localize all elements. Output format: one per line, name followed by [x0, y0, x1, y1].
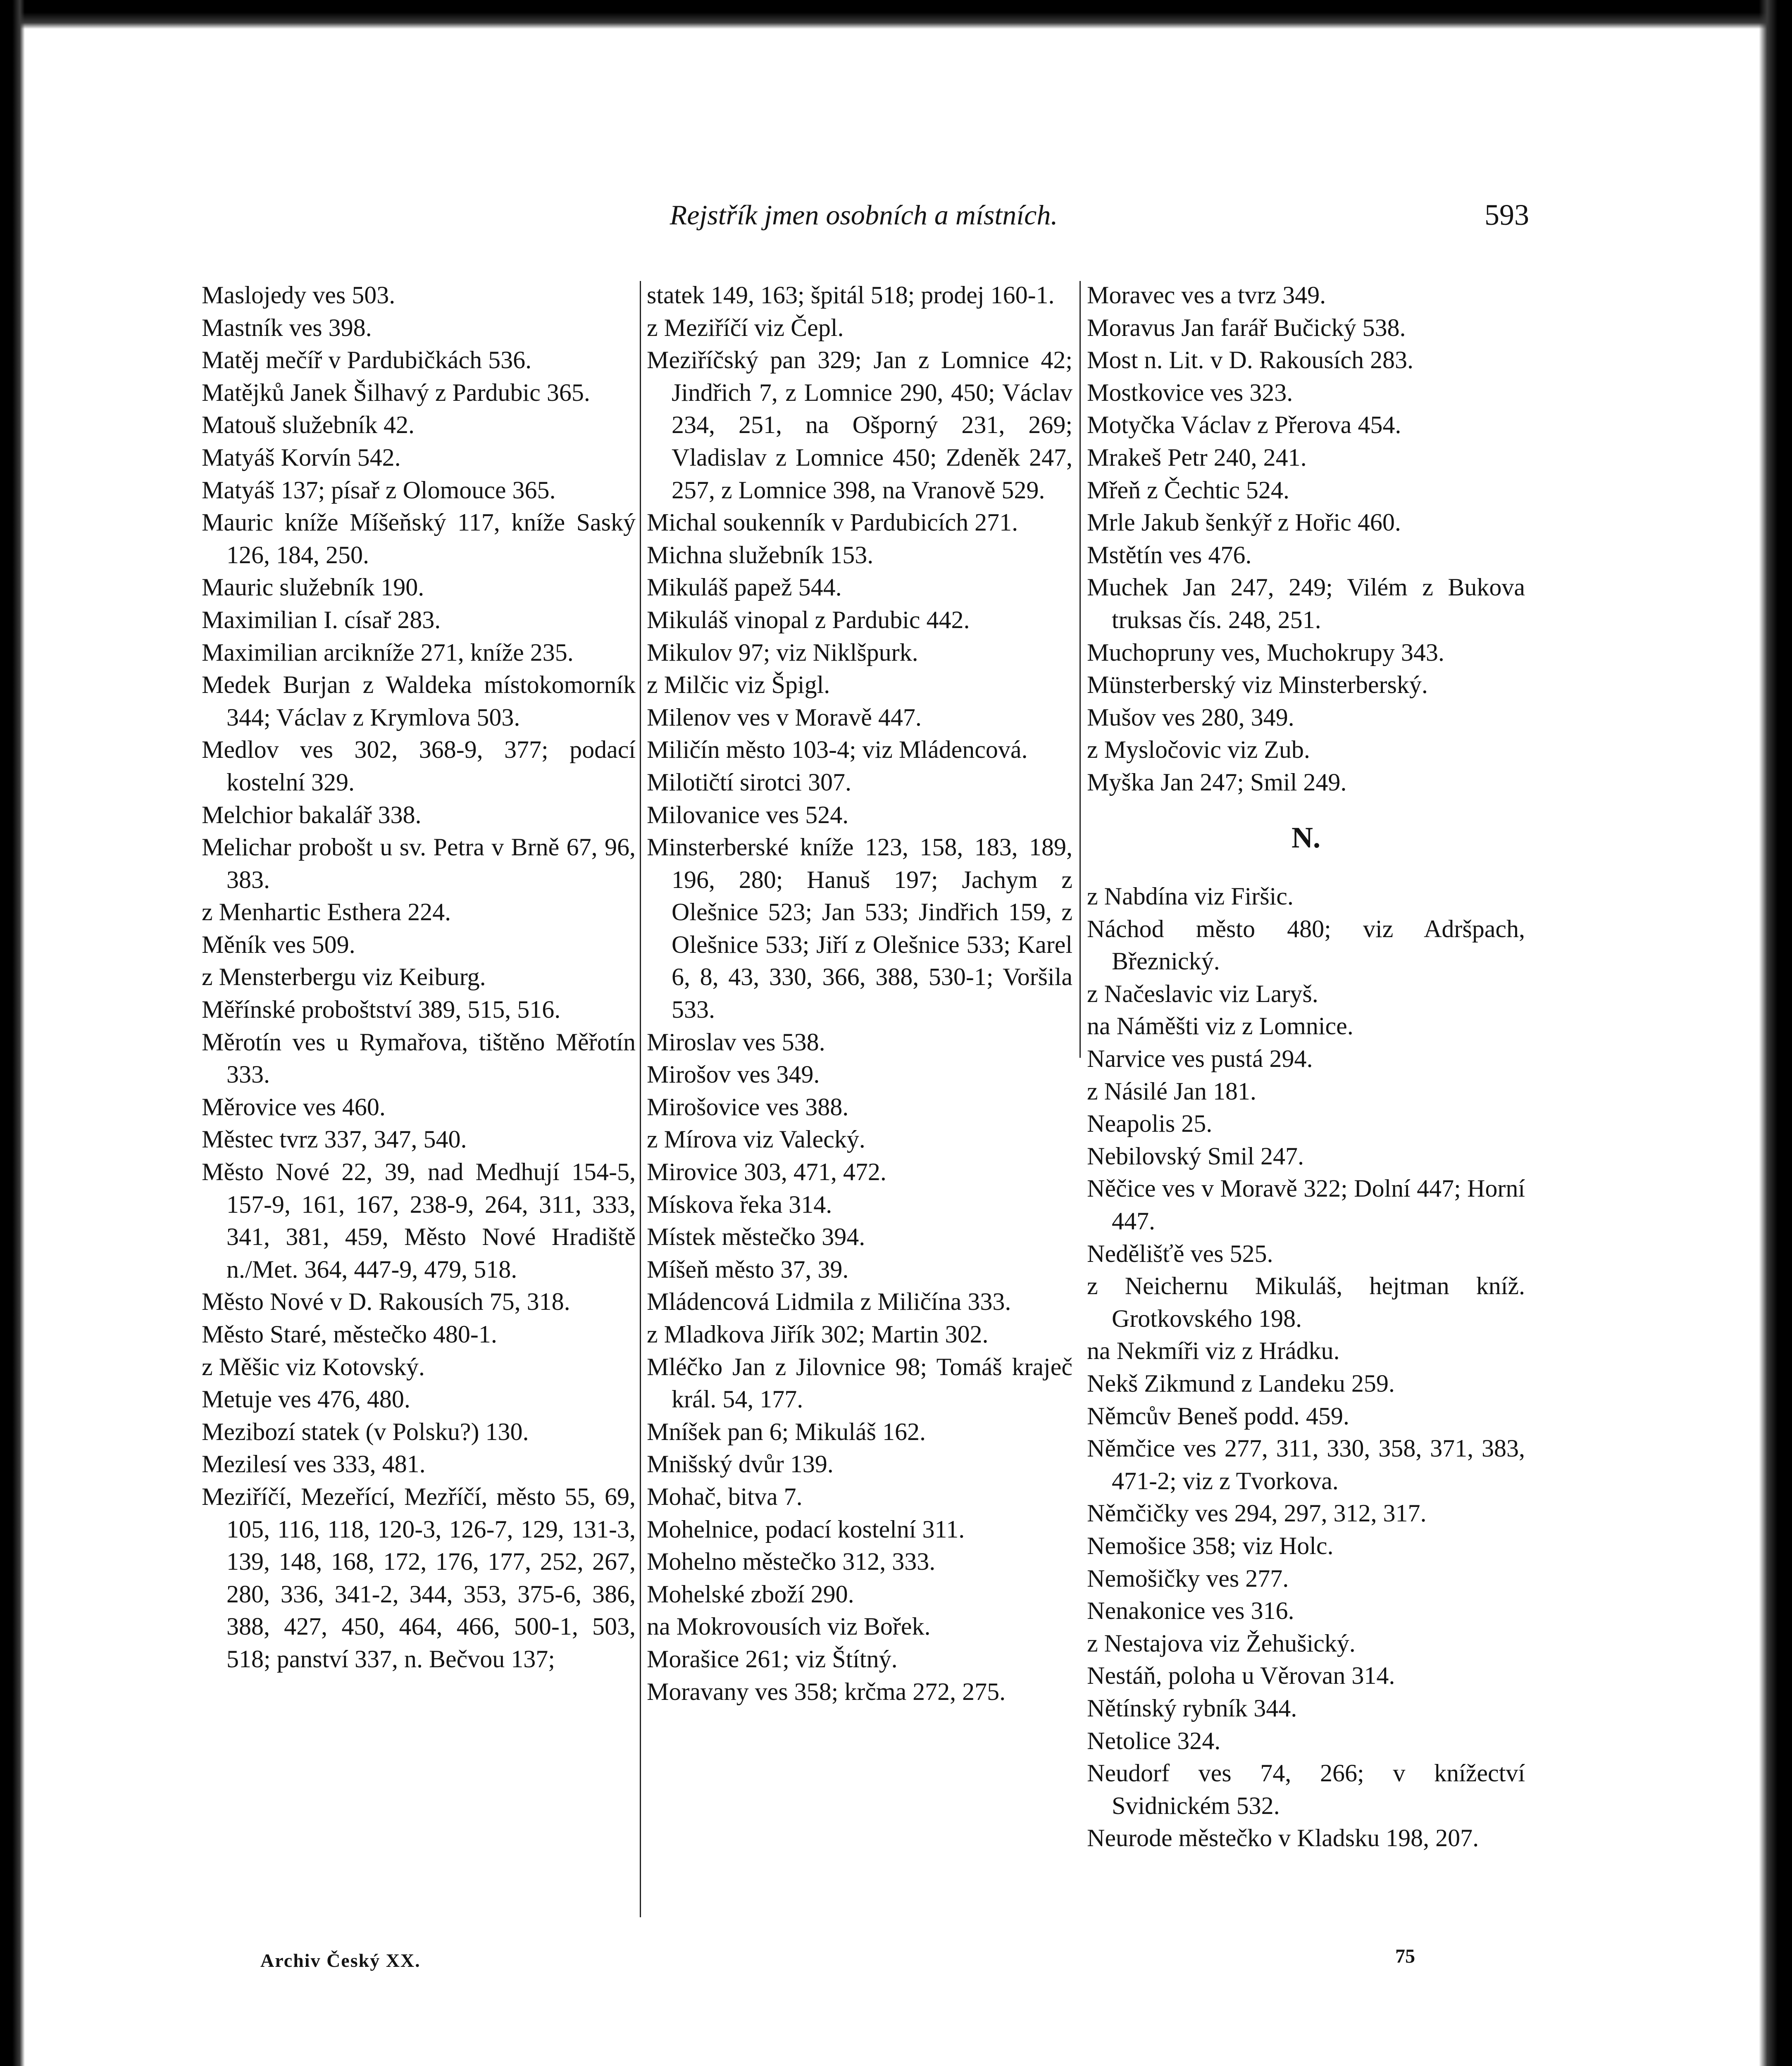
index-entry: Maximilian I. císař 283. [202, 606, 441, 633]
column-divider-right [1079, 281, 1081, 1058]
index-entry: na Mokrovousích viz Bořek. [647, 1613, 931, 1640]
column-divider-left [640, 281, 641, 1917]
index-entry: Mostkovice ves 323. [1087, 378, 1293, 406]
index-entry: Mohelnice, podací kostelní 311. [647, 1515, 965, 1543]
index-entry: Mirovice 303, 471, 472. [647, 1158, 886, 1186]
index-entry: Moravec ves a tvrz 349. [1087, 281, 1326, 309]
index-entry: Míšeň město 37, 39. [647, 1255, 849, 1283]
index-entry: Milenov ves v Moravě 447. [647, 703, 922, 731]
index-column-1 [202, 279, 636, 1923]
index-entry: Miroslav ves 538. [647, 1028, 825, 1056]
index-entry: Minsterberské kníže 123, 158, 183, 189, 196, 280; Hanuš 197; Jachym z Olešnice 523; Jan 533; Jindřich 159, z Olešnice 533; Jiří z Olešnice 533; Karel 6, 8, 43, 330, 366, 388, 530-1; Voršila 533. [647, 833, 1072, 1023]
index-entry: z Mensterbergu viz Keiburg. [202, 963, 486, 991]
index-entry: na Náměšti viz z Lomnice. [1087, 1012, 1354, 1040]
index-entry: Nestáň, poloha u Věrovan 314. [1087, 1662, 1395, 1690]
index-entry: Mléčko Jan z Jilovnice 98; Tomáš kraječ král. 54, 177. [647, 1353, 1072, 1413]
index-entry: z Neichernu Mikuláš, hejtman kníž. Grotkovského 198. [1087, 1272, 1525, 1332]
index-entry: Muchopruny ves, Muchokrupy 343. [1087, 638, 1444, 666]
index-entry: Město Staré, městečko 480-1. [202, 1321, 497, 1348]
page-number: 593 [1485, 198, 1529, 231]
index-column-2 [647, 279, 1072, 1923]
index-entry: Mezilesí ves 333, 481. [202, 1450, 426, 1478]
scan-border-left [0, 0, 25, 2066]
index-entry: Mníšek pan 6; Mikuláš 162. [647, 1418, 926, 1445]
index-entry: Neudorf ves 74, 266; v knížectví Svidnickém 532. [1087, 1759, 1525, 1819]
index-entry: Michal soukenník v Pardubicích 271. [647, 509, 1018, 536]
index-entry: Matouš služebník 42. [202, 411, 415, 439]
index-entry: Něčice ves v Moravě 322; Dolní 447; Horní 447. [1087, 1175, 1525, 1235]
index-entry: Náchod město 480; viz Adršpach, Březnický. [1087, 915, 1525, 975]
index-entry: Němčice ves 277, 311, 330, 358, 371, 383, 471-2; viz z Tvorkova. [1087, 1435, 1525, 1495]
index-entry: Město Nové v D. Rakousích 75, 318. [202, 1288, 570, 1316]
index-entry: Nemošičky ves 277. [1087, 1564, 1289, 1592]
index-entry: Mrle Jakub šenkýř z Hořic 460. [1087, 509, 1401, 536]
scan-border-top [0, 0, 1792, 29]
index-entry: Matyáš Korvín 542. [202, 443, 401, 471]
index-entry: Mikuláš vinopal z Pardubic 442. [647, 606, 970, 633]
scan-border-right [1759, 0, 1792, 2066]
index-entry: Mískova řeka 314. [647, 1190, 832, 1218]
index-entry: Narvice ves pustá 294. [1087, 1045, 1313, 1073]
index-entry: Moravany ves 358; krčma 272, 275. [647, 1678, 1006, 1705]
index-entry: Městec tvrz 337, 347, 540. [202, 1126, 467, 1153]
index-entry: Muchek Jan 247, 249; Vilém z Bukova truksas čís. 248, 251. [1087, 574, 1525, 633]
running-title: Rejstřík jmen osobních a místních. [670, 199, 1058, 231]
index-entry: Mnišský dvůr 139. [647, 1450, 834, 1478]
index-entry: z Menhartic Esthera 224. [202, 898, 451, 926]
section-letter-heading: N. [1292, 821, 1320, 854]
index-entry: Město Nové 22, 39, nad Medhují 154-5, 157-9, 161, 167, 238-9, 264, 311, 333, 341, 381, 459, Město Nové Hradiště n./Met. 364, 447-9, 479, 518. [202, 1158, 636, 1283]
index-entry: Němčičky ves 294, 297, 312, 317. [1087, 1500, 1427, 1527]
index-entry: z Mladkova Jiřík 302; Martin 302. [647, 1321, 989, 1348]
index-entry: Myška Jan 247; Smil 249. [1087, 768, 1347, 796]
index-entry: Němcův Beneš podd. 459. [1087, 1402, 1349, 1430]
index-entry: Moravus Jan farář Bučický 538. [1087, 314, 1406, 341]
index-entry: z Nabdína viz Firšic. [1087, 883, 1294, 910]
index-entry: Matěj mečíř v Pardubičkách 536. [202, 346, 532, 374]
index-entry: Metuje ves 476, 480. [202, 1385, 410, 1413]
sheet-number: 75 [1395, 1945, 1415, 1967]
index-entry: Melichar probošt u sv. Petra v Brně 67, 96, 383. [202, 833, 636, 893]
index-entry: z Nestajova viz Žehušický. [1087, 1629, 1356, 1657]
index-entry: Michna služebník 153. [647, 541, 874, 569]
index-entry: z Načeslavic viz Laryš. [1087, 980, 1318, 1007]
index-entry: Mstětín ves 476. [1087, 541, 1252, 569]
index-entry: Nemošice 358; viz Holc. [1087, 1532, 1334, 1559]
index-entry: Mikuláš papež 544. [647, 574, 842, 601]
index-entry: Mezibozí statek (v Polsku?) 130. [202, 1418, 529, 1445]
index-entry: Meziříčský pan 329; Jan z Lomnice 42; Jindřich 7, z Lomnice 290, 450; Václav 234, 251, na Ošporný 231, 269; Vladislav z Lomnice 450; Zdeněk 247, 257, z Lomnice 398, na Vranově 529. [647, 346, 1072, 504]
index-entry: Meziříčí, Mezeřící, Mezříčí, město 55, 69, 105, 116, 118, 120-3, 126-7, 129, 131-3, 139, 148, 168, 172, 176, 177, 252, 267, 280, 336, 341-2, 344, 353, 375-6, 386, 388, 427, 450, 464, 466, 500-1, 503, 518; panství 337, n. Bečvou 137; [202, 1483, 636, 1673]
index-entry: Melchior bakalář 338. [202, 801, 422, 828]
index-entry: Nenakonice ves 316. [1087, 1597, 1294, 1625]
index-entry: Měrotín ves u Rymařova, tištěno Měřotín 333. [202, 1028, 636, 1088]
index-entry: Měrovice ves 460. [202, 1093, 386, 1121]
index-entry: Mirošov ves 349. [647, 1061, 820, 1088]
index-entry: Mušov ves 280, 349. [1087, 703, 1294, 731]
index-entry: z Násilé Jan 181. [1087, 1077, 1256, 1105]
index-column-3 [1087, 279, 1525, 1923]
index-entry: Matějků Janek Šilhavý z Pardubic 365. [202, 378, 590, 406]
index-entry: Mauric kníže Míšeňský 117, kníže Saský 126, 184, 250. [202, 509, 636, 569]
index-entry: Nekš Zikmund z Landeku 259. [1087, 1370, 1395, 1397]
index-entry: Medek Burjan z Waldeka místokomorník 344; Václav z Krymlova 503. [202, 671, 636, 731]
index-entry: Mohelno městečko 312, 333. [647, 1548, 936, 1576]
printer-signature: Archiv Český XX. [260, 1950, 421, 1971]
index-entry: Morašice 261; viz Štítný. [647, 1645, 898, 1673]
index-entry: z Mírova viz Valecký. [647, 1126, 865, 1153]
index-entry: Měník ves 509. [202, 931, 355, 958]
index-entry: Nedělišťě ves 525. [1087, 1240, 1273, 1267]
index-entry: Motyčka Václav z Přerova 454. [1087, 411, 1401, 439]
index-entry: Mládencová Lidmila z Miličína 333. [647, 1288, 1011, 1316]
index-entry: Most n. Lit. v D. Rakousích 283. [1087, 346, 1413, 374]
index-entry: Měřínské proboštství 389, 515, 516. [202, 996, 561, 1023]
index-entry: Nebilovský Smil 247. [1087, 1142, 1304, 1170]
index-entry: Münsterberský viz Minsterberský. [1087, 671, 1428, 699]
index-entry: Neapolis 25. [1087, 1110, 1213, 1138]
index-entry: Mikulov 97; viz Niklšpurk. [647, 638, 918, 666]
index-entry: Medlov ves 302, 368-9, 377; podací kostelní 329. [202, 736, 636, 796]
index-entry: Místek městečko 394. [647, 1223, 865, 1251]
index-entry: Maximilian arcikníže 271, kníže 235. [202, 638, 574, 666]
index-entry: Miličín město 103-4; viz Mládencová. [647, 736, 1028, 764]
index-entry: Mohelské zboží 290. [647, 1580, 854, 1608]
index-entry: z Meziříčí viz Čepl. [647, 314, 844, 341]
index-entry: Mirošovice ves 388. [647, 1093, 849, 1121]
index-entry: Milovanice ves 524. [647, 801, 849, 828]
index-entry: na Nekmíři viz z Hrádku. [1087, 1337, 1340, 1365]
index-entry: Mrakeš Petr 240, 241. [1087, 443, 1307, 471]
index-entry: Mřeň z Čechtic 524. [1087, 476, 1289, 504]
index-entry: z Milčic viz Špigl. [647, 671, 830, 699]
index-entry: z Mysločovic viz Zub. [1087, 736, 1310, 764]
index-entry: z Měšic viz Kotovský. [202, 1353, 425, 1381]
index-entry: Neurode městečko v Kladsku 198, 207. [1087, 1824, 1479, 1852]
index-entry: Netolice 324. [1087, 1727, 1221, 1754]
index-entry: Mastník ves 398. [202, 314, 372, 341]
index-entry: statek 149, 163; špitál 518; prodej 160-1. [647, 281, 1055, 309]
index-entry: Mauric služebník 190. [202, 574, 424, 601]
index-entry: Matyáš 137; písař z Olomouce 365. [202, 476, 556, 504]
index-entry: Milotičtí sirotci 307. [647, 768, 851, 796]
index-entry: Nětínský rybník 344. [1087, 1694, 1297, 1722]
index-entry: Mohač, bitva 7. [647, 1483, 803, 1510]
index-entry: Maslojedy ves 503. [202, 281, 396, 309]
